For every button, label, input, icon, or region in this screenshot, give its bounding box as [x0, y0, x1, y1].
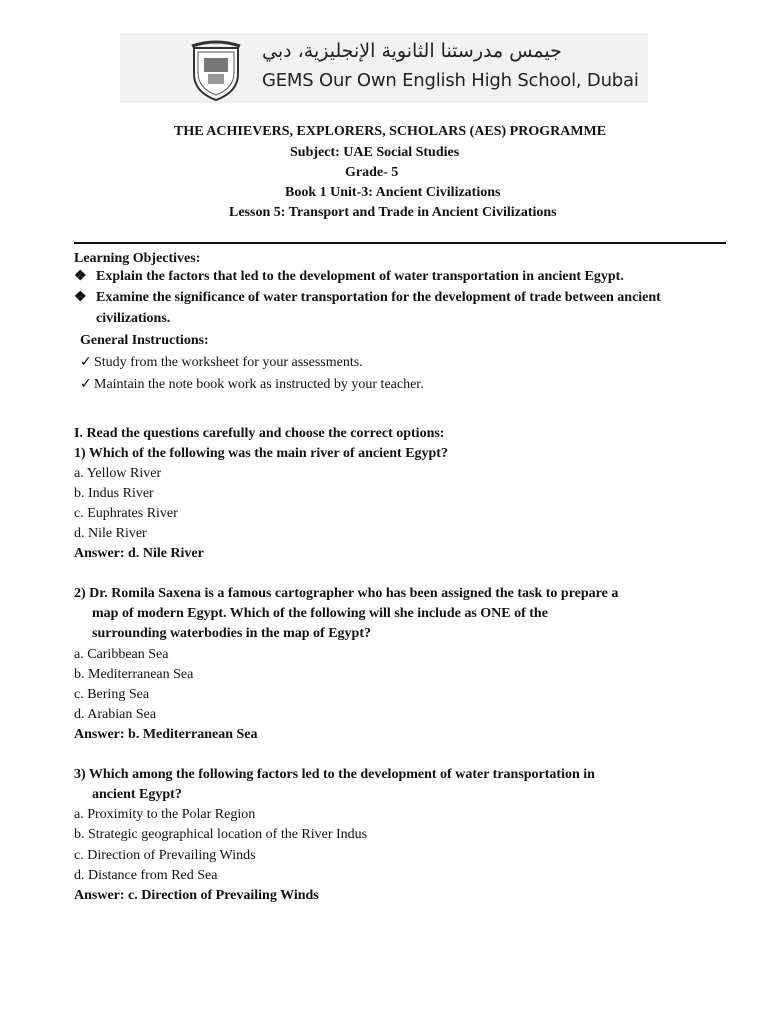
programme-title: THE ACHIEVERS, EXPLORERS, SCHOLARS (AES) PROGRAMME	[174, 124, 607, 139]
objective-item: ❖ Examine the significance of water transportation for the development of trade between ancient	[74, 290, 661, 305]
lesson-line: Lesson 5: Transport and Trade in Ancient Civilizations	[229, 205, 557, 220]
book-line: Book 1 Unit-3: Ancient Civilizations	[285, 185, 501, 200]
option: c. Direction of Prevailing Winds	[74, 848, 256, 863]
objective-item: ❖ Explain the factors that led to the development of water transportation in ancient Egypt.	[74, 269, 624, 284]
school-name-arabic: جيمس مدرستنا الثانوية الإنجليزية، دبي	[262, 40, 562, 62]
option: a. Proximity to the Polar Region	[74, 807, 256, 822]
question-text-continued: ancient Egypt?	[92, 787, 182, 802]
answer: Answer: c. Direction of Prevailing Winds	[74, 888, 319, 903]
option: a. Yellow River	[74, 466, 162, 481]
instructions-heading: General Instructions:	[80, 333, 209, 348]
objective-item-continued: civilizations.	[96, 311, 171, 326]
divider	[74, 242, 726, 244]
instruction-item: ✓ Maintain the note book work as instructed by your teacher.	[80, 377, 424, 392]
section-heading: I. Read the questions carefully and choose the correct options:	[74, 426, 445, 441]
option: b. Indus River	[74, 486, 154, 501]
option: c. Euphrates River	[74, 506, 178, 521]
question-text-continued: surrounding waterbodies in the map of Egypt?	[92, 626, 372, 641]
grade-line: Grade- 5	[345, 165, 399, 180]
question-text: 3) Which among the following factors led to the development of water transportation in	[74, 767, 595, 782]
option: d. Distance from Red Sea	[74, 868, 218, 883]
checkmark-icon: ✓	[80, 377, 92, 392]
option: b. Strategic geographical location of the River Indus	[74, 827, 368, 842]
option: b. Mediterranean Sea	[74, 667, 194, 682]
option: c. Bering Sea	[74, 687, 150, 702]
school-crest-logo	[188, 40, 244, 102]
question-text: 2) Dr. Romila Saxena is a famous cartographer who has been assigned the task to prepare a	[74, 586, 619, 601]
answer: Answer: d. Nile River	[74, 546, 204, 561]
diamond-bullet-icon: ❖	[74, 269, 87, 284]
option: d. Nile River	[74, 526, 147, 541]
subject-line: Subject: UAE Social Studies	[290, 145, 460, 160]
answer: Answer: b. Mediterranean Sea	[74, 727, 258, 742]
option: d. Arabian Sea	[74, 707, 157, 722]
question-text: 1) Which of the following was the main river of ancient Egypt?	[74, 446, 448, 461]
checkmark-icon: ✓	[80, 355, 92, 370]
instruction-item: ✓ Study from the worksheet for your assessments.	[80, 355, 363, 370]
school-name-english: GEMS Our Own English High School, Dubai	[262, 70, 639, 91]
objectives-heading: Learning Objectives:	[74, 251, 201, 266]
question-text-continued: map of modern Egypt. Which of the following will she include as ONE of the	[92, 606, 548, 621]
option: a. Caribbean Sea	[74, 647, 169, 662]
diamond-bullet-icon: ❖	[74, 290, 87, 305]
